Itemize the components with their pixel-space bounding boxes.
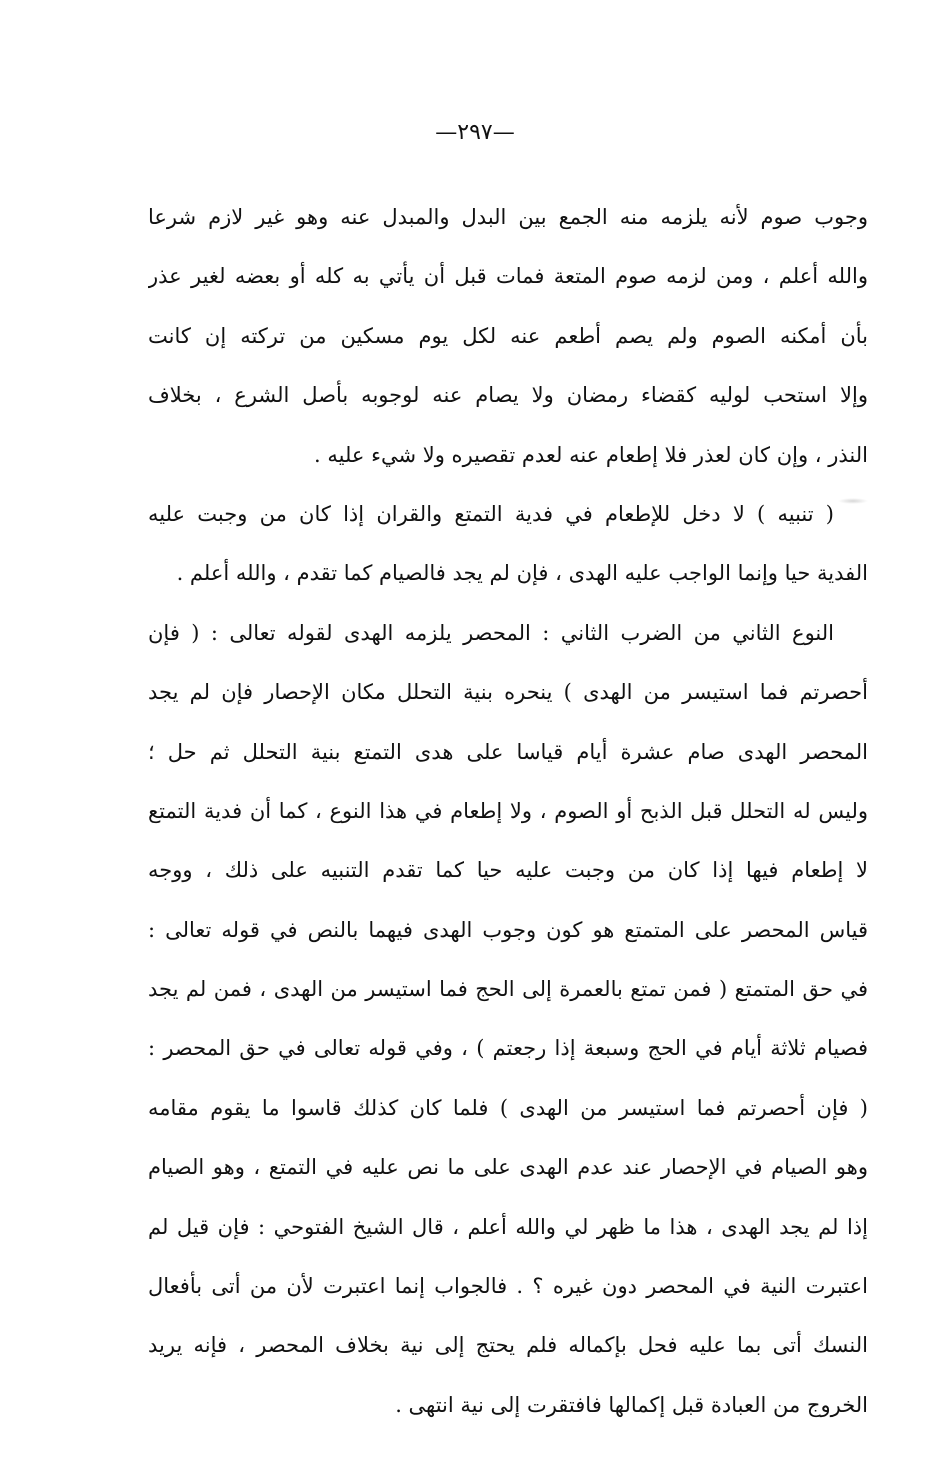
text-line: اعتبرت النية في المحصر دون غيره ؟ . فالجواب إنما اعتبرت لأن من أتى بأفعال (148, 1274, 868, 1299)
text-line: أحصرتم فما استيسر من الهدى ) ينحره بنية التحلل مكان الإحصار فإن لم يجد (148, 680, 868, 705)
text-line: النذر ، وإن كان لعذر فلا إطعام عنه لعدم تقصيره ولا شيء عليه . (314, 442, 868, 467)
text-line: في حق المتمتع ( فمن تمتع بالعمرة إلى الحج فما استيسر من الهدى ، فمن لم يجد (148, 977, 868, 1002)
text-line: بأن أمكنه الصوم ولم يصم أطعم عنه لكل يوم مسكين من تركته إن كانت (148, 323, 868, 348)
text-line: قياس المحصر على المتمتع هو كون وجوب الهدى فيهما بالنص في قوله تعالى : (148, 917, 868, 942)
text-line: وهو الصيام في الإحصار عند عدم الهدى على ما نص عليه في التمتع ، وهو الصيام (148, 1155, 868, 1180)
text-line: والله أعلم ، ومن لزمه صوم المتعة فمات قبل أن يأتي به كله أو بعضه لغير عذر (148, 264, 868, 289)
text-line: وإلا استحب لوليه كقضاء رمضان ولا يصام عنه لوجوبه بأصل الشرع ، بخلاف (148, 383, 868, 408)
text-line: لا إطعام فيها إذا كان من وجبت عليه حيا كما تقدم التنبيه على ذلك ، ووجه (148, 858, 868, 883)
text-line: فصيام ثلاثة أيام في الحج وسبعة إذا رجعتم ) ، وفي قوله تعالى في حق المحصر : (148, 1036, 868, 1061)
text-line: الفدية حيا وإنما الواجب عليه الهدى ، فإن لم يجد فالصيام كما تقدم ، والله أعلم . (176, 561, 868, 586)
text-line: وجوب صوم لأنه يلزمه منه الجمع بين البدل والمبدل عنه وهو غير لازم شرعا (148, 205, 868, 229)
text-line: النوع الثاني من الضرب الثاني : المحصر يلزمه الهدى لقوله تعالى : ( فإن (148, 620, 834, 645)
text-line: ( فإن أحصرتم فما استيسر من الهدى ) فلما كان كذلك قاسوا ما يقوم مقامه (148, 1095, 868, 1120)
text-line: إذا لم يجد الهدى ، هذا ما ظهر لي والله أعلم ، قال الشيخ الفتوحي : فإن قيل لم (148, 1214, 868, 1239)
page-number: —٢٩٧— (435, 120, 515, 145)
body-text (148, 188, 868, 1435)
text-line: وليس له التحلل قبل الذبح أو الصوم ، ولا إطعام في هذا النوع ، كما أن فدية التمتع (148, 798, 868, 823)
text-line: ( تنبيه ) لا دخل للإطعام في فدية التمتع والقران إذا كان من وجبت عليه (148, 501, 834, 526)
text-line: النسك أتى بما عليه فحل بإكماله فلم يحتج إلى نية بخلاف المحصر ، فإنه يريد (148, 1333, 868, 1358)
text-line: المحصر الهدى صام عشرة أيام قياسا على هدى التمتع بنية التحلل ثم حل ؛ (148, 739, 868, 764)
text-line: الخروج من العبادة قبل إكمالها فافتقرت إلى نية انتهى . (395, 1392, 868, 1417)
